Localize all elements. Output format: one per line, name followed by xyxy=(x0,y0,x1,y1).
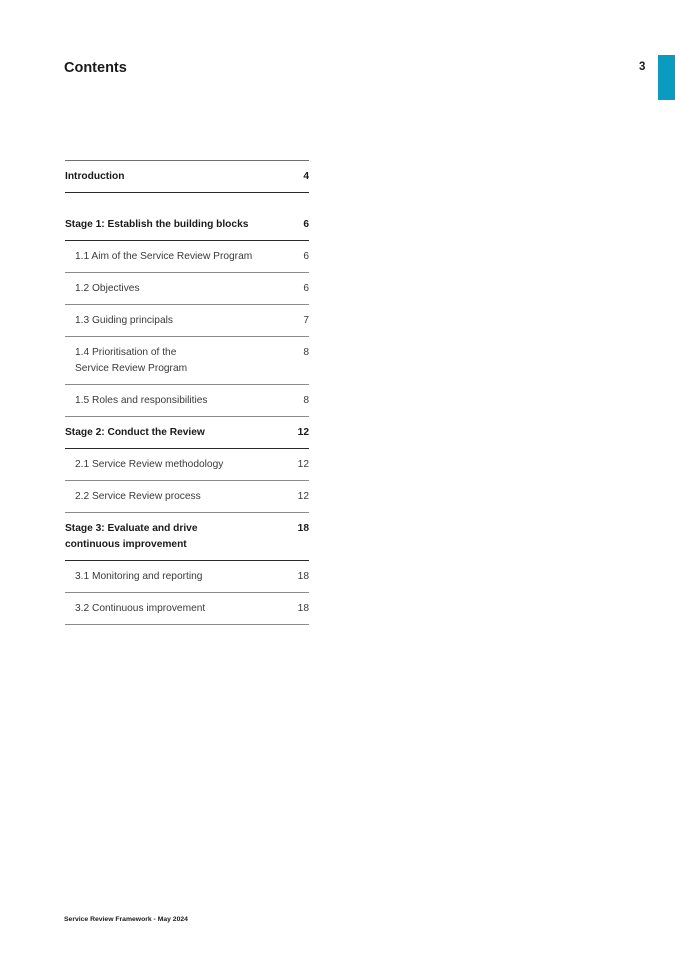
toc-entry-page: 18 xyxy=(297,603,309,614)
toc-entry-1-3[interactable] xyxy=(65,305,309,337)
toc-entry-label: 2.2 Service Review process xyxy=(75,491,201,502)
toc-entry-page: 4 xyxy=(303,171,309,182)
toc-entry-label: Introduction xyxy=(65,171,125,182)
page-number: 3 xyxy=(639,61,646,73)
toc-entry-page: 12 xyxy=(297,459,309,470)
toc-entry-3-2[interactable] xyxy=(65,593,309,625)
toc-entry-label: 3.1 Monitoring and reporting xyxy=(75,571,203,582)
toc-entry-page: 8 xyxy=(303,395,309,406)
toc-entry-stage-2[interactable] xyxy=(65,417,309,449)
toc-entry-page: 6 xyxy=(303,219,309,230)
toc-entry-label: 1.2 Objectives xyxy=(75,283,140,294)
toc-entry-page: 18 xyxy=(297,523,309,534)
toc-entry-page: 8 xyxy=(303,347,309,358)
toc-entry-label: 2.1 Service Review methodology xyxy=(75,459,224,470)
toc-entry-page: 18 xyxy=(297,571,309,582)
toc-entry-stage-1[interactable] xyxy=(65,209,309,241)
toc-entry-2-2[interactable] xyxy=(65,481,309,513)
toc-entry-label: 1.5 Roles and responsibilities xyxy=(75,395,208,406)
toc-entry-label: Stage 2: Conduct the Review xyxy=(65,427,205,438)
toc-entry-1-1[interactable] xyxy=(65,241,309,273)
toc-entry-label: 1.4 Prioritisation of the Service Review Program xyxy=(75,347,188,374)
toc-entry-page: 6 xyxy=(303,251,309,262)
toc-entry-1-2[interactable] xyxy=(65,273,309,305)
toc-entry-3-1[interactable] xyxy=(65,561,309,593)
toc-entry-page: 6 xyxy=(303,283,309,294)
toc-entry-1-4[interactable] xyxy=(65,337,309,385)
page-title: Contents xyxy=(64,60,127,76)
toc-entry-introduction[interactable] xyxy=(65,161,309,193)
toc-entry-page: 7 xyxy=(303,315,309,326)
toc-entry-page: 12 xyxy=(297,427,309,438)
toc-entry-label: 1.1 Aim of the Service Review Program xyxy=(75,251,253,262)
toc-entry-stage-3[interactable] xyxy=(65,513,309,561)
toc-entry-label: 3.2 Continuous improvement xyxy=(75,603,206,614)
toc-entry-2-1[interactable] xyxy=(65,449,309,481)
toc-entry-page: 12 xyxy=(297,491,309,502)
toc-entry-label: 1.3 Guiding principals xyxy=(75,315,173,326)
accent-tab xyxy=(658,55,675,100)
toc-entry-label: Stage 3: Evaluate and drive continuous improvement xyxy=(65,523,198,550)
toc-entry-label: Stage 1: Establish the building blocks xyxy=(65,219,249,230)
toc-entry-1-5[interactable] xyxy=(65,385,309,417)
table-of-contents xyxy=(65,160,309,625)
footer-text: Service Review Framework - May 2024 xyxy=(64,916,188,923)
